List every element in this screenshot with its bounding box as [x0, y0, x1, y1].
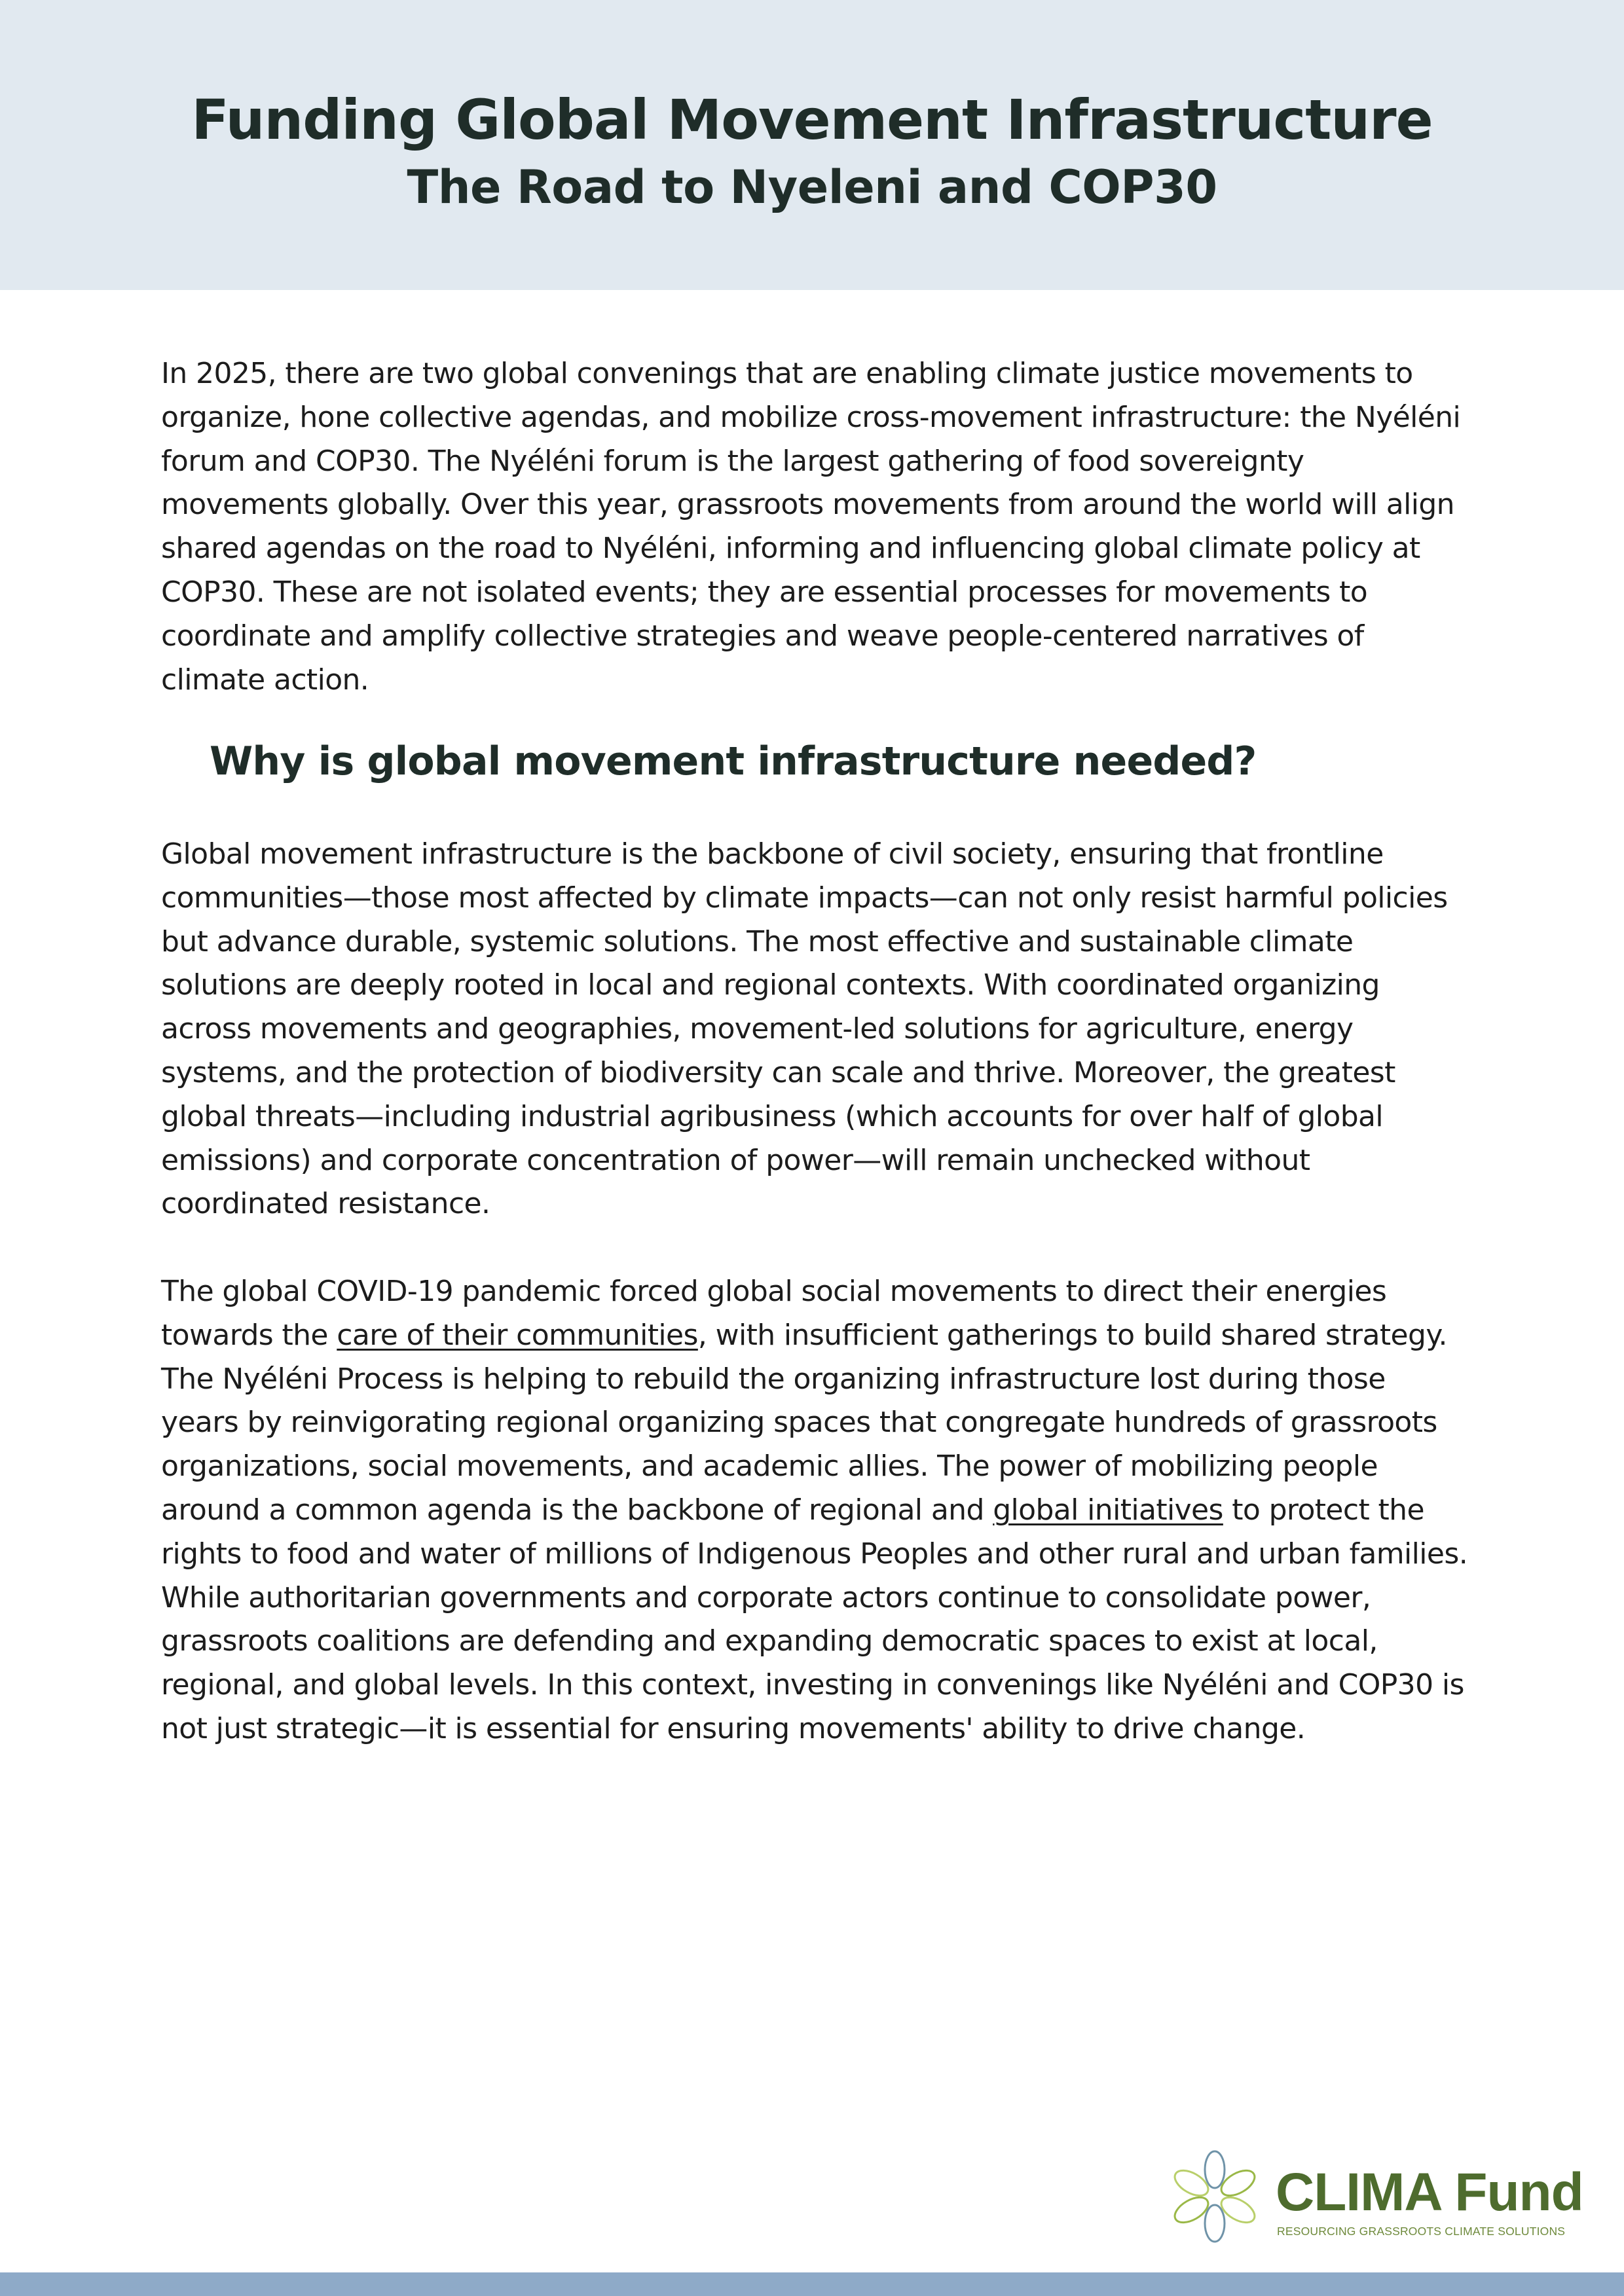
footer-band	[0, 2272, 1624, 2296]
section-heading: Why is global movement infrastructure needed?	[210, 738, 1257, 784]
paragraph-2-text-part-1: The global COVID-19 pandemic forced global social movements to direct their energies towards the	[161, 1275, 1387, 1352]
body-paragraph-1: Global movement infrastructure is the backbone of civil society, ensuring that frontline communities—those most affected by climate impacts—can not only resist harmful policies but advance durable, systemic solutions. The most effective and sustainable climate solutions are deeply rooted in local and regional contexts. With coordinated organizing across movements and geographies, movement-led solutions for agriculture, energy systems, and the protection of biodiversity can scale and thrive. Moreover, the greatest global threats—including industrial agribusiness (which accounts for over half of global emissions) and corporate concentration of power—will remain unchecked without coordinated resistance.	[161, 837, 1448, 1221]
global-initiatives-link[interactable]: global initiatives	[993, 1493, 1223, 1527]
logo-name: CLIMA Fund	[1276, 2162, 1583, 2222]
body-paragraph-2	[161, 1270, 1471, 1751]
care-of-their-communities-link[interactable]: care of their communities	[337, 1318, 698, 1352]
paragraph-2-text-part-2: , with insufficient gatherings to build shared strategy. The Nyéléni Process is helping to rebuild the organizing infrastructure lost during those years by reinvigorating regional organizing spaces that congregate hundreds of grassroots organizations, social movements, and academic allies. The power of mobilizing people around a common agenda is the backbone of regional and	[161, 1318, 1447, 1527]
intro-paragraph: In 2025, there are two global convenings that are enabling climate justice movements to organize, hone collective agendas, and mobilize cross-movement infrastructure: the Nyéléni forum and COP30. The Nyéléni forum is the largest gathering of food sovereignty movements globally. Over this year, grassroots movements from around the world will align shared agendas on the road to Nyéléni, informing and influencing global climate policy at COP30. These are not isolated events; they are essential processes for movements to coordinate and amplify collective strategies and weave people-centered narratives of climate action.	[161, 357, 1461, 697]
paragraph-2-text-part-3: to protect the rights to food and water of millions of Indigenous Peoples and other rural and urban families. While authoritarian governments and corporate actors continue to consolidate power, grassroots coalitions are defending and expanding democratic spaces to exist at local, regional, and global levels. In this context, investing in convenings like Nyéléni and COP30 is not just strategic—it is essential for ensuring movements' ability to drive change.	[161, 1493, 1468, 1745]
petal-flower-icon	[1166, 2147, 1264, 2246]
page-title: Funding Global Movement Infrastructure	[191, 88, 1433, 152]
logo-tagline: RESOURCING GRASSROOTS CLIMATE SOLUTIONS	[1277, 2225, 1566, 2238]
clima-fund-logo	[1166, 2147, 1585, 2246]
page-subtitle: The Road to Nyeleni and COP30	[407, 160, 1217, 214]
